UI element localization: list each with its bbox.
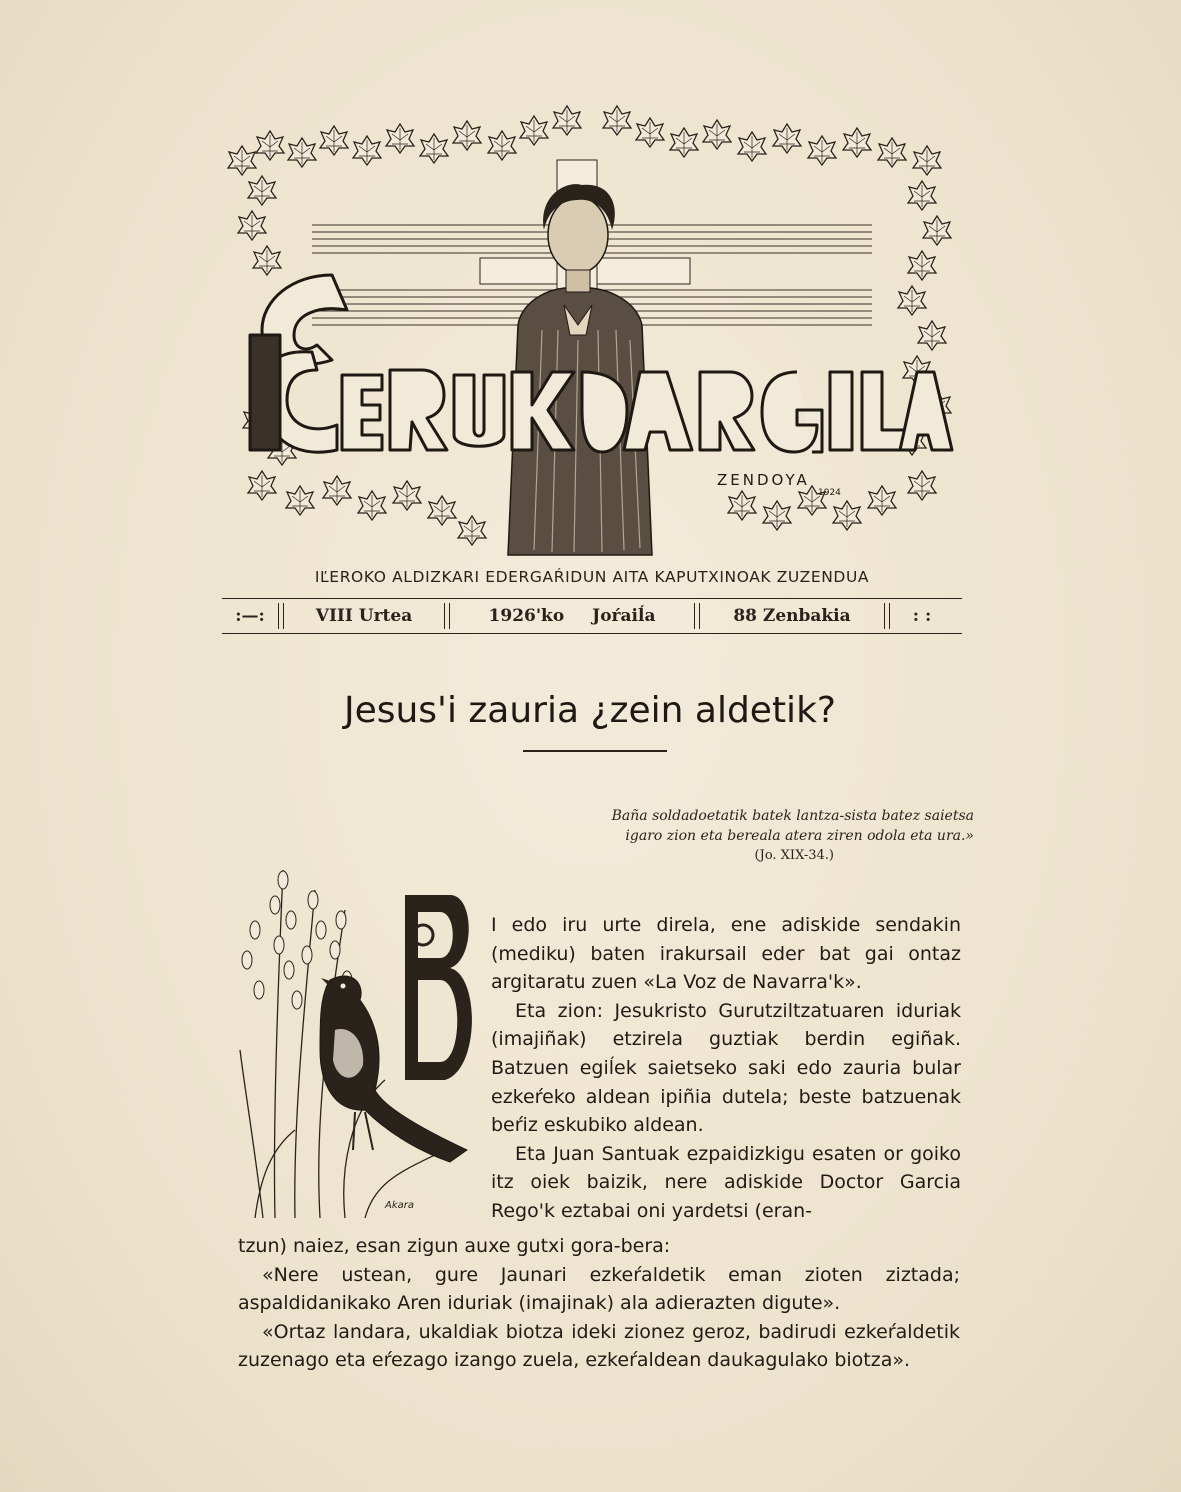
epigraph-line-2: igaro zion eta bereala atera ziren odola eta ura.»	[625, 827, 974, 844]
masthead-illustration	[222, 90, 962, 560]
illustrator-signature: Akara	[385, 1200, 414, 1211]
drop-cap-illustration	[235, 850, 475, 1218]
paragraph-4: «Nere ustean, gure Jaunari ezkeŕaldetik eman zioten ziztada; aspaldidanikako Aren iduriak (imajinak) ala adierazten digute».	[238, 1263, 960, 1315]
article-title: Jesus'i zauria ¿zein aldetik?	[343, 690, 837, 731]
paragraph-3-continued: tzun) naiez, esan zigun auxe gutxi gora-bera:	[238, 1235, 671, 1257]
paragraph-block-1	[491, 911, 961, 1226]
paragraph-2: Eta zion: Jesukristo Gurutziltzatuaren iduriak (imajiñak) etzirela guztiak berdin egiñak. Batzuen egiĺek saietseko saki edo zauria bular ezkeŕeko aldean ipiñia dutela; beste batzuenak beŕiz eskubiko aldean.	[491, 999, 961, 1137]
epigraph-reference: (Jo. XIX-34.)	[754, 848, 834, 863]
artist-year: 1924	[818, 488, 841, 498]
paragraph-3: Eta Juan Santuak ezpaidizkigu esaten or goiko itz oiek baizik, nere adiskide Doctor Garcia Rego'k eztabai oni yardetsi (eran-	[491, 1142, 961, 1222]
issue-month: Joŕaiĺa	[592, 606, 656, 626]
masthead-subtitle: IĽEROKO ALDIZKARI EDERGAŔIDUN AITA KAPUTXINOAK ZUZENDUA	[314, 568, 870, 586]
artist-signature: ZENDOYA	[717, 471, 810, 489]
epigraph	[514, 807, 974, 866]
issue-date-year: 1926'ko	[488, 606, 565, 626]
issue-number: 88 Zenbakia	[733, 606, 851, 626]
left-ornament: :—:	[235, 606, 265, 626]
issue-date	[450, 599, 694, 633]
right-ornament: : :	[912, 606, 932, 626]
title-underline	[523, 750, 667, 752]
epigraph-line-1: Baña soldadoetatik batek lantza-sista batez saietsa	[611, 808, 974, 824]
paragraph-5: «Ortaz landara, ukaldiak biotza ideki zionez geroz, badirudi ezkeŕaldetik zuzenago eta eŕezago izango zuela, ezkeŕaldean daukagulako biotza».	[238, 1320, 960, 1372]
issue-info-bar	[222, 598, 962, 634]
issue-year: VIII Urtea	[315, 606, 413, 626]
praying-child-figure	[508, 184, 652, 555]
paragraph-1: I edo iru urte direla, ene adiskide sendakin (mediku) baten irakursail eder bat gai ontaz argitaratu zuen «La Voz de Navarra'k».	[491, 914, 961, 994]
paragraph-block-2	[238, 1232, 960, 1375]
